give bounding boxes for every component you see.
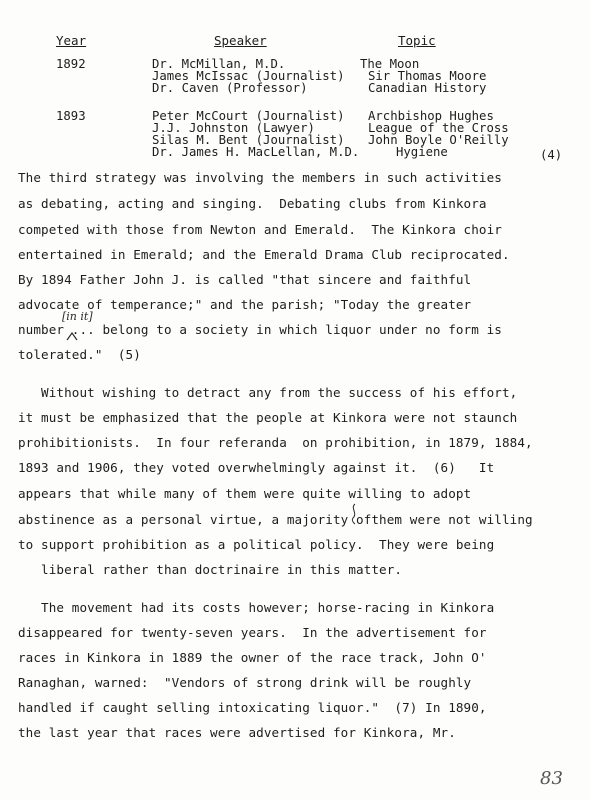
paragraph-line: appears that while many of them were quite willing to adopt	[18, 486, 472, 501]
paragraph-line: The movement had its costs however; horse-racing in Kinkora	[18, 600, 495, 615]
table-row-speaker: James McIssac (Journalist)	[152, 69, 345, 83]
insert-space-mark-icon	[349, 503, 359, 525]
paragraph-line: 1893 and 1906, they voted overwhelmingly against it. (6) It	[18, 460, 495, 475]
table-row-speaker: Dr. Caven (Professor)	[152, 81, 308, 95]
table-row-year: 1893	[56, 109, 86, 123]
paragraph-line: Without wishing to detract any from the success of his effort,	[18, 385, 518, 400]
paragraph-line: it must be emphasized that the people at Kinkora were not staunch	[18, 410, 518, 425]
paragraph-line: number ... belong to a society in which liquor under no form is	[18, 322, 502, 337]
handwritten-insertion: [in it]	[62, 310, 93, 323]
paragraph-line: The third strategy was involving the members in such activities	[18, 170, 502, 185]
paragraph-line: entertained in Emerald; and the Emerald Drama Club reciprocated.	[18, 247, 510, 262]
paragraph-line: handled if caught selling intoxicating liquor." (7) In 1890,	[18, 700, 487, 715]
paragraph-line: abstinence as a personal virtue, a majority ofthem were not willing	[18, 512, 533, 527]
table-row-topic: League of the Cross	[368, 121, 509, 135]
table-header-speaker: Speaker	[214, 33, 267, 48]
paragraph-line: prohibitionists. In four referanda on prohibition, in 1879, 1884,	[18, 435, 533, 450]
table-row-topic: The Moon	[360, 57, 420, 71]
paragraph-line: tolerated." (5)	[18, 347, 141, 362]
table-row-topic: John Boyle O'Reilly	[368, 133, 509, 147]
table-header-year: Year	[56, 33, 87, 48]
table-footnote-marker: (4)	[540, 148, 563, 162]
paragraph-line: as debating, acting and singing. Debating clubs from Kinkora	[18, 196, 487, 211]
paragraph-line: By 1894 Father John J. is called "that sincere and faithful	[18, 272, 472, 287]
page-number: 83	[540, 768, 563, 789]
paragraph-line: competed with those from Newton and Emerald. The Kinkora choir	[18, 222, 502, 237]
table-row-speaker: Dr. James H. MacLellan, M.D.	[152, 145, 360, 159]
paragraph-line: races in Kinkora in 1889 the owner of the race track, John O'	[18, 650, 487, 665]
table-row-speaker: Dr. McMillan, M.D.	[152, 57, 286, 71]
table-row-speaker: Peter McCourt (Journalist)	[152, 109, 345, 123]
paragraph-line: Ranaghan, warned: "Vendors of strong drink will be roughly	[18, 675, 472, 690]
paragraph-line: liberal rather than doctrinaire in this matter.	[18, 562, 403, 577]
paragraph-line: the last year that races were advertised for Kinkora, Mr.	[18, 725, 456, 740]
table-row-topic: Hygiene	[396, 145, 448, 159]
table-header-topic: Topic	[398, 33, 436, 48]
table-row-topic: Sir Thomas Moore	[368, 69, 487, 83]
paragraph-line: advocate of temperance;" and the parish; "Today the greater	[18, 297, 472, 312]
paragraph-line: to support prohibition as a political policy. They were being	[18, 537, 495, 552]
paragraph-line: disappeared for twenty-seven years. In the advertisement for	[18, 625, 487, 640]
table-row-year: 1892	[56, 57, 86, 71]
table-row-speaker: Silas M. Bent (Journalist)	[152, 133, 345, 147]
table-row-topic: Archbishop Hughes	[368, 109, 494, 123]
table-row-speaker: J.J. Johnston (Lawyer)	[152, 121, 315, 135]
table-row-topic: Canadian History	[368, 81, 487, 95]
